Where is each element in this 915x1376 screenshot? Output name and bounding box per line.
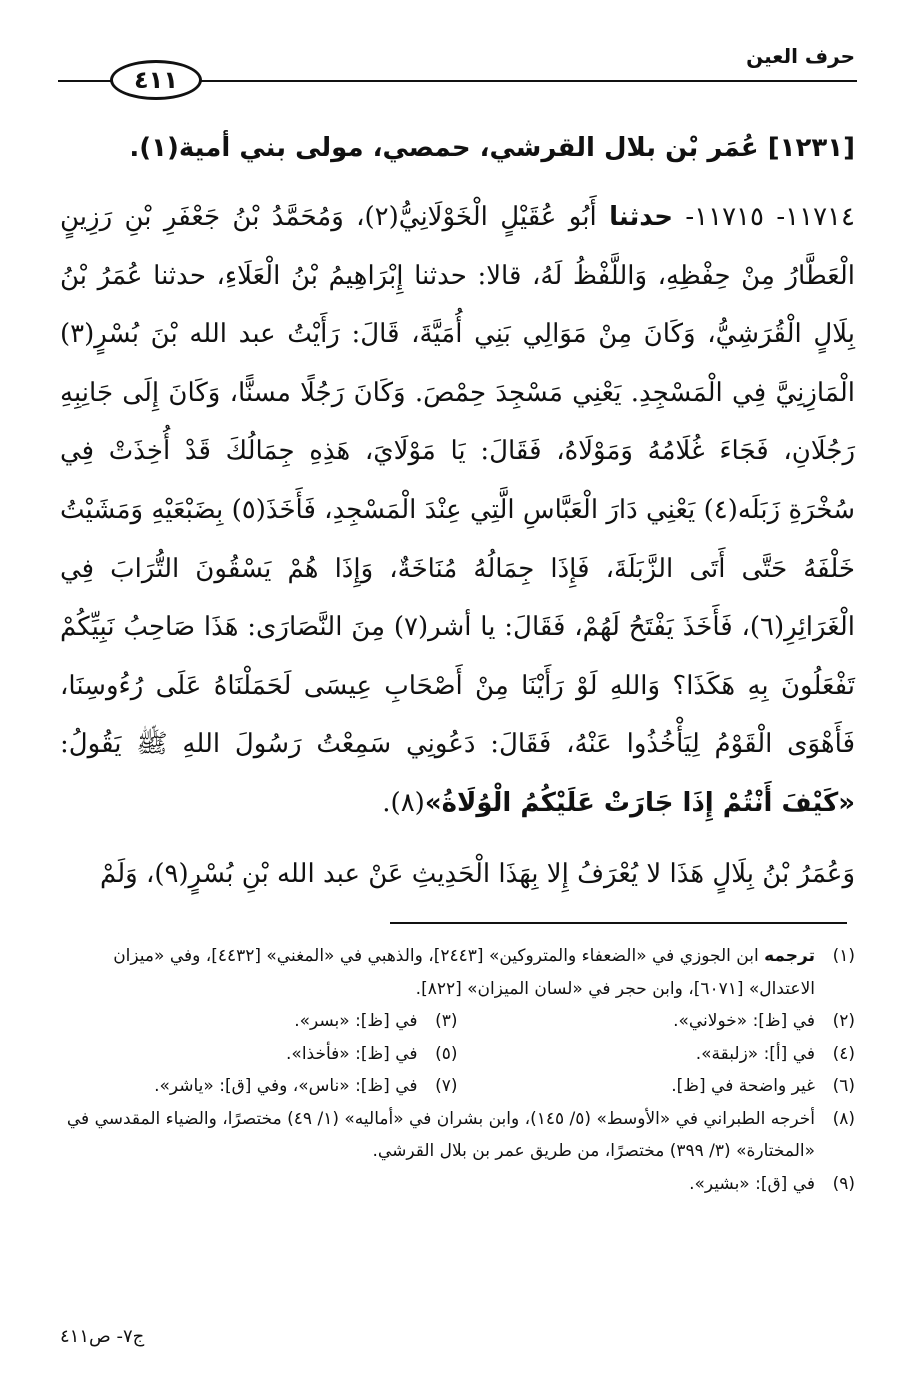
footnote-text: في [ق]: «بشير».	[689, 1173, 815, 1194]
footnote-row	[60, 1005, 855, 1038]
footnote-7	[60, 1070, 458, 1103]
footnote-text	[60, 940, 815, 1005]
footnotes	[60, 940, 855, 1200]
running-header: حرف العين	[746, 44, 855, 68]
footnote-number: (٦)	[832, 1076, 855, 1096]
page-number-badge: ٤١١	[110, 60, 202, 100]
footnote-1	[60, 940, 855, 1005]
footnote-row	[60, 1070, 855, 1103]
body-text	[60, 188, 855, 903]
footnote-5	[60, 1038, 458, 1071]
hadith-end: (٨).	[382, 787, 425, 818]
hadith-numbers: ١١٧١٤- ١١٧١٥-	[672, 202, 855, 232]
footnote-number: (٨)	[832, 1108, 855, 1129]
footnote-text: في [ظ]: «ناس»، وفي [ق]: «ياشر».	[154, 1076, 418, 1096]
prophetic-quote: «كَيْفَ أَنْتُمْ إِذَا جَارَتْ عَلَيْكُمُ الْوُلَاةُ»	[424, 787, 855, 818]
footnote-text: في [أ]: «زلبقة».	[695, 1043, 815, 1064]
footnote-separator	[390, 922, 847, 924]
footnote-text: في [ظ]: «بسر».	[294, 1011, 418, 1031]
footnote-number: (٧)	[435, 1076, 458, 1096]
footnote-text: غير واضحة في [ظ].	[671, 1076, 815, 1096]
page-footer-ref: ج٧- ص٤١١	[60, 1326, 145, 1347]
footnote-body: ابن الجوزي في «الضعفاء والمتروكين» [٢٤٤٣]، والذهبي في «المغني» [٤٤٣٢]، وفي «ميزان الاعتدال» [٦٠٧١]، وابن حجر في «لسان الميزان» [٨٢٢].	[113, 946, 815, 999]
commentary-paragraph: وَعُمَرُ بْنُ بِلَالٍ هَذَا لا يُعْرَفُ إِلا بِهَذَا الْحَدِيثِ عَنْ عبد الله بْنِ بُسْرٍ(٩)، وَلَمْ	[99, 858, 855, 889]
footnote-number: (١)	[832, 946, 855, 966]
footnote-number: (٢)	[832, 1011, 855, 1031]
footnote-8	[60, 1103, 855, 1168]
footnote-number: (٥)	[435, 1043, 458, 1064]
footnote-text: في [ظ]: «خولاني».	[673, 1011, 815, 1031]
footnote-text: في [ظ]: «فأخذا».	[286, 1043, 418, 1064]
footnote-number: (٤)	[832, 1043, 855, 1064]
narration-keyword: حدثنا	[609, 202, 673, 232]
section-title: [١٢٣١] عُمَر بْن بلال القرشي، حمصي، مولى بني أمية(١).	[129, 133, 855, 163]
footnote-number: (٩)	[832, 1173, 855, 1194]
footnote-2	[458, 1005, 856, 1038]
hadith-text: أَبُو عُقَيْلٍ الْخَوْلَانِيُّ(٢)، وَمُحَمَّدُ بْنُ جَعْفَرِ بْنِ رَزِينٍ الْعَطَّارُ مِنْ حِفْظِهِ، وَاللَّفْظُ لَهُ، قالا: حدثنا إِبْرَاهِيمُ بْنُ الْعَلَاءِ، حدثنا عُمَرُ بْنُ بِلَالٍ الْقُرَشِيُّ، وَكَانَ مِنْ مَوَالِي بَنِي أُمَيَّةَ، قَالَ: رَأَيْتُ عبد الله بْنَ بُسْرٍ(٣) الْمَازِنِيَّ فِي الْمَسْجِدِ. يَعْنِي مَسْجِدَ حِمْصَ. وَكَانَ رَجُلًا مسنًّا، وَكَانَ إِلَى جَانِبِهِ رَجُلَانِ، فَجَاءَ غُلَامُهُ وَمَوْلَاهُ، فَقَالَ: يَا مَوْلَايَ، هَذِهِ جِمَالُكَ قَدْ أُخِذَتْ فِي سُخْرَةِ زَبَلَه(٤) يَعْنِي دَارَ الْعَبَّاسِ الَّتِي عِنْدَ الْمَسْجِدِ، فَأَخَذَ(٥) بِضَبْعَيْهِ وَمَشَيْتُ خَلْفَهُ حَتَّى أَتَى الزَّبَلَةَ، فَإِذَا جِمَالُهُ مُنَاخَةٌ، وَإِذَا هُمْ يَسْقُونَ التُّرَابَ فِي الْغَرَائِرِ(٦)، فَأَخَذَ يَفْتَحُ لَهُمْ، فَقَالَ: يا أشر(٧) مِنَ النَّصَارَى: هَذَا صَاحِبُ نَبِيِّكُمْ تَفْعَلُونَ بِهِ هَكَذَا؟ وَاللهِ لَوْ رَأَيْنَا مِنْ أَصْحَابِ عِيسَى لَحَمَلْنَاهُ عَلَى رُءُوسِنَا، فَأَهْوَى الْقَوْمُ لِيَأْخُذُوا عَنْهُ، فَقَالَ: دَعُونِي سَمِعْتُ رَسُولَ اللهِ ﷺ يَقُولُ:	[60, 202, 855, 760]
footnote-text: أخرجه الطبراني في «الأوسط» (٥/ ١٤٥)، وابن بشران في «أماليه» (١/ ٤٩) مختصرًا، والضياء المقدسي في «المختارة» (٣/ ٣٩٩) مختصرًا، من طريق عمر بن بلال القرشي.	[66, 1108, 815, 1161]
footnote-row	[60, 1038, 855, 1071]
hadith-paragraph	[60, 188, 855, 833]
footnote-keyword: ترجمه	[764, 946, 815, 966]
footnote-number: (٣)	[435, 1011, 458, 1031]
footnote-3	[60, 1005, 458, 1038]
footnote-9	[60, 1168, 855, 1201]
footnote-4	[458, 1038, 856, 1071]
footnote-6	[458, 1070, 856, 1103]
